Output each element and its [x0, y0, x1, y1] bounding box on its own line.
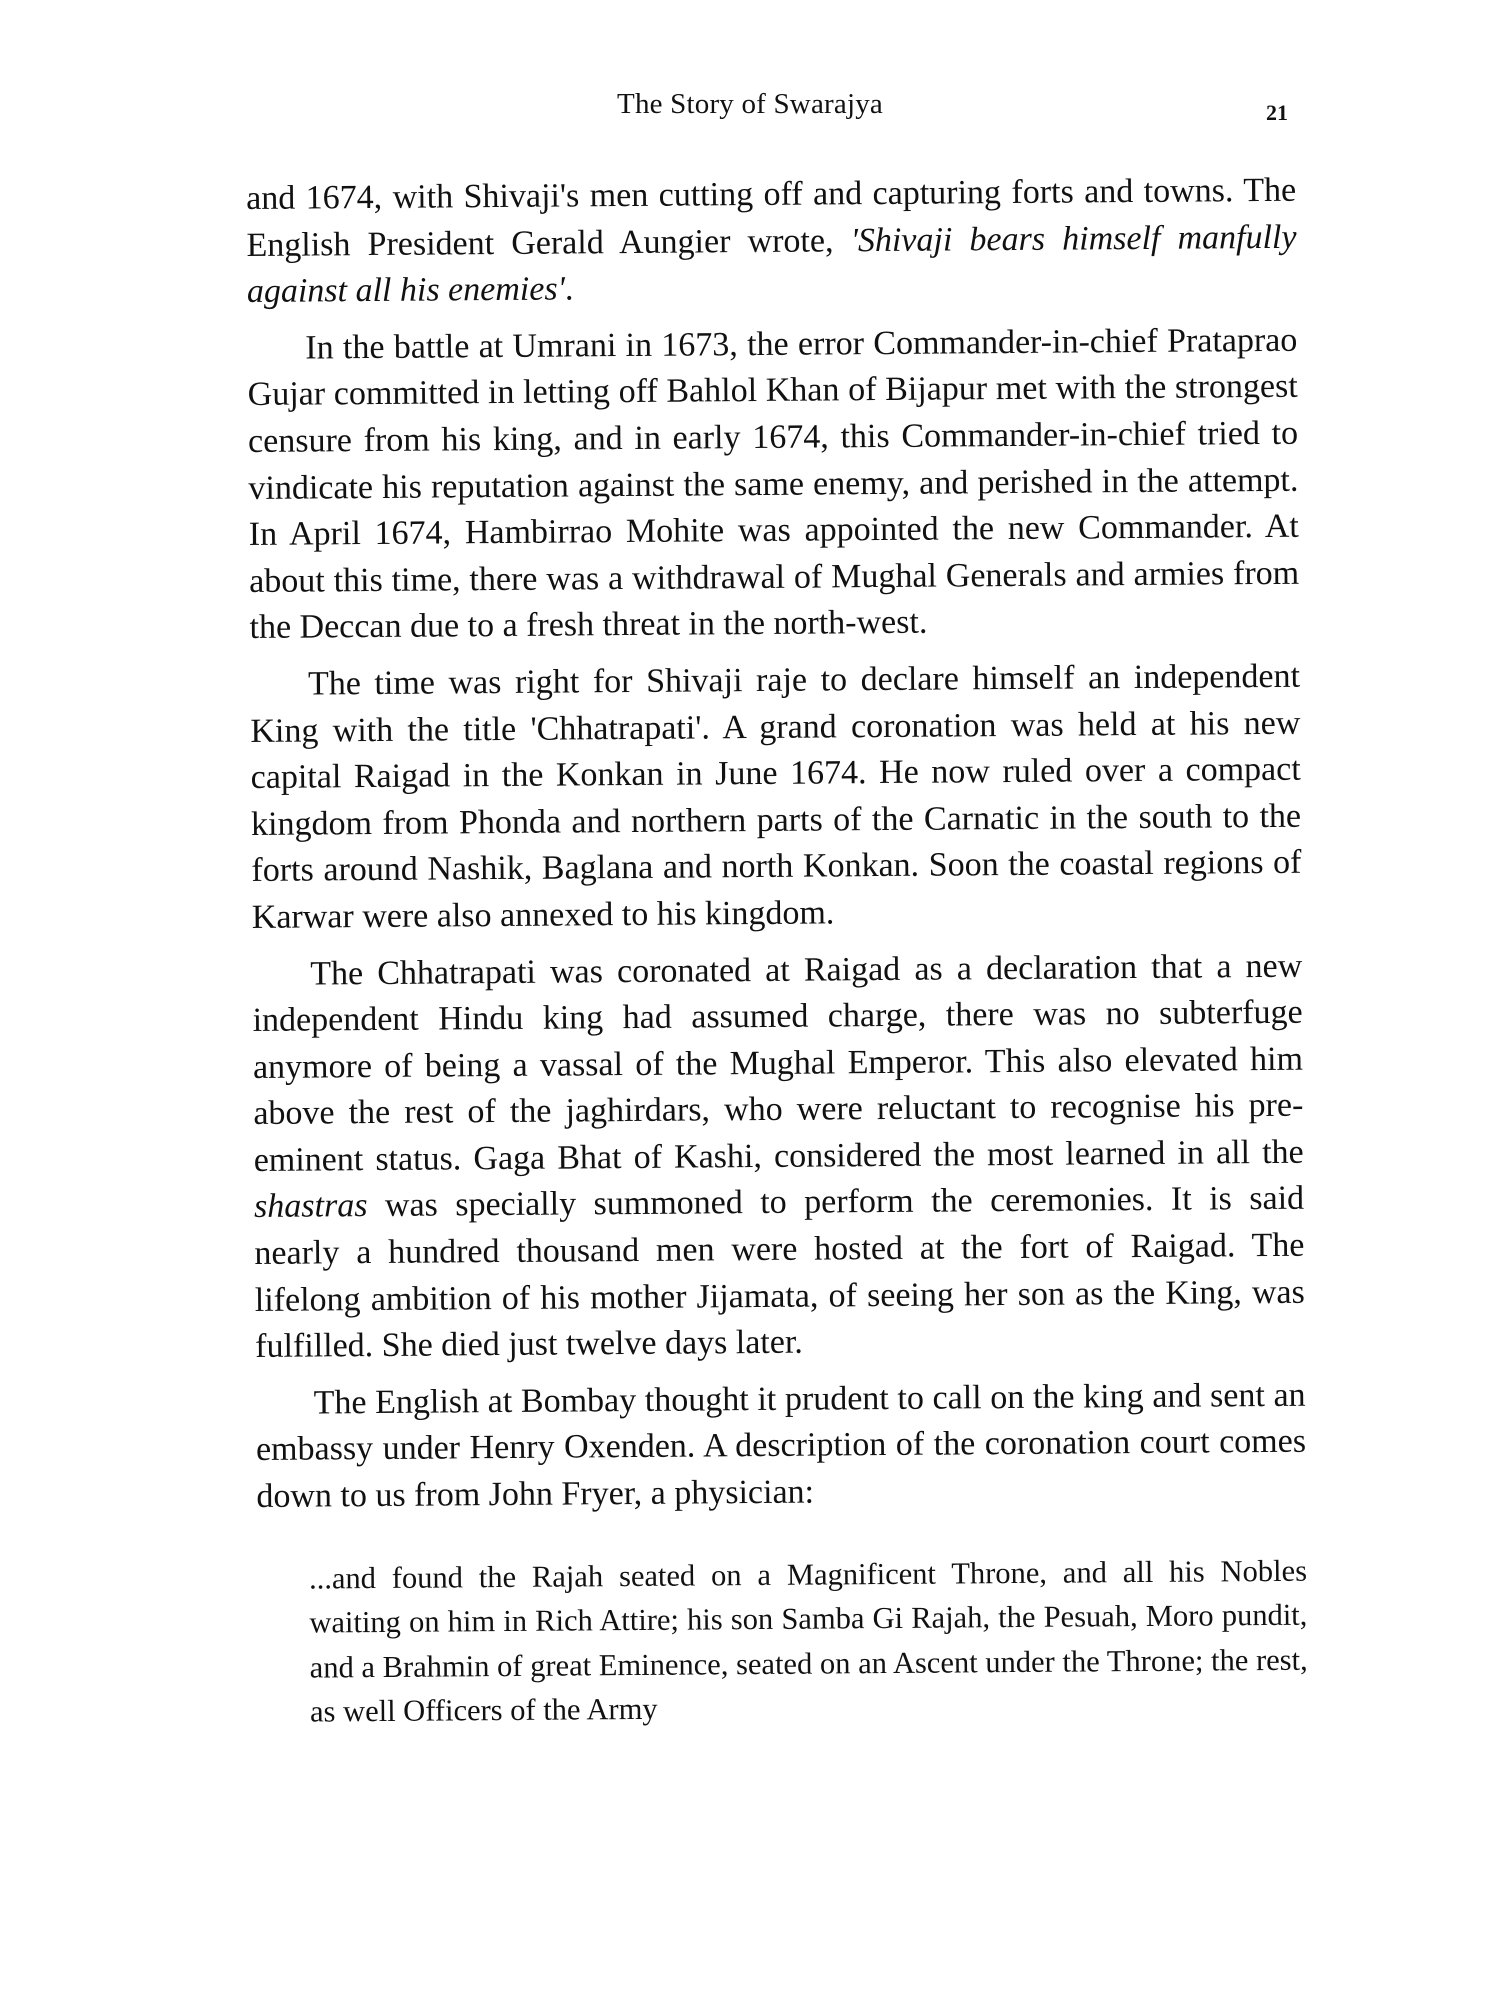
paragraph-4: [252, 943, 1305, 1371]
paragraph-4-text: The Chhatrapati was coronated at Raigad as a declaration that a new independent Hindu king had assumed charge, there was no subterfuge anymore of being a vassal of the Mughal Emperor. This also elevated him above the rest of the jaghirdars, who were reluctant to recognise his pre-eminent status. Gaga Bhat of Kashi, considered the most learned in all the: [252, 947, 1304, 1179]
running-head-title: The Story of Swarajya: [617, 88, 883, 120]
paragraph-5: The English at Bombay thought it prudent to call on the king and sent an embassy under Henry Oxenden. A description of the coronation court comes down to us from John Fryer, a physician:: [255, 1376, 1307, 1515]
paragraph-3: The time was right for Shivaji raje to declare himself an independent King with the title 'Chhatrapati'. A grand coronation was held at his new capital Raigad in the Konkan in June 1674. He now ruled over a compact kingdom from Phonda and northern parts of the Carnatic in the south to the forts around Nashik, Baglana and north Konkan. Soon the coastal regions of Karwar were also annexed to his kingdom.: [250, 657, 1302, 936]
body-text: [246, 168, 1308, 1735]
paragraph-1: [246, 168, 1297, 316]
fryer-block-quote: ...and found the Rajah seated on a Magnificent Throne, and all his Nobles waiting on him in Rich Attire; his son Samba Gi Rajah, the Pesuah, Moro pundit, and a Brahmin of great Eminence, seated on an Ascent under the Throne; the rest, as well Officers of the Army: [308, 1553, 1308, 1729]
shastras-term: shastras: [253, 1187, 368, 1226]
paragraph-1-end: .: [564, 270, 574, 308]
paragraph-1-text: and 1674, with Shivaji's men cutting off and capturing forts and towns. The English President Gerald Aungier wrote,: [246, 171, 1297, 264]
page-number: 21: [1266, 100, 1288, 125]
aungier-quote: 'Shivaji bears himself manfully against all his enemies': [246, 218, 1297, 311]
paragraph-2: In the battle at Umrani in 1673, the error Commander-in-chief Prataprao Gujar committed in letting off Bahlol Khan of Bijapur met with the strongest censure from his king, and in early 1674, this Commander-in-chief tried to vindicate his reputation against the same enemy, and perished in the attempt. In April 1674, Hambirrao Mohite was appointed the new Commander. At about this time, there was a withdrawal of Mughal Generals and armies from the Deccan due to a fresh threat in the north-west.: [247, 321, 1300, 647]
paragraph-4-end: was specially summoned to perform the ceremonies. It is said nearly a hundred thousand men were hosted at the fort of Raigad. The lifelong ambition of his mother Jijamata, of seeing her son as the King, was fulfilled. She died just twelve days later.: [254, 1180, 1305, 1366]
